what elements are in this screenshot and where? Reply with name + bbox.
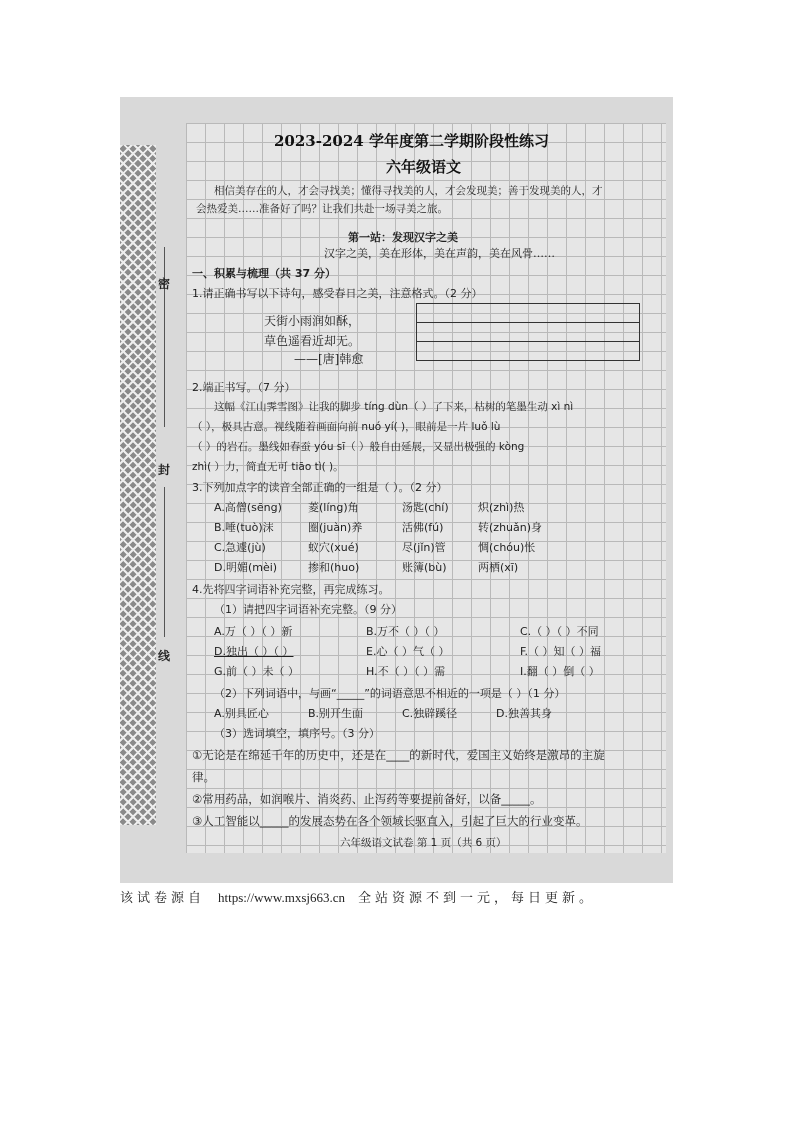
answer-option: 活佛(fú) [402,521,444,534]
idiom-item: E.心（ ）气（ ） [366,645,450,658]
answer-option: 转(zhuǎn)身 [478,521,543,534]
idiom-item: F.（ ）知（ ）福 [520,645,602,658]
fill-sentence: ②常用药品，如润喉片、消炎药、止泻药等要提前备好，以备_____。 [192,792,542,806]
fill-sentence: ①无论是在绵延千年的历史中，还是在____的新时代，爱国主义始终是激昂的主旋 [192,748,605,762]
binding-line [164,487,165,637]
binding-line [164,247,165,427]
idiom-item: A.万（ ）（ ）新 [214,625,293,638]
answer-option: 菱(líng)角 [308,501,359,514]
answer-option: D.明媚(mèi) [214,561,278,574]
answer-option: 账簿(bù) [402,561,447,574]
poem-line: 天街小雨润如酥， [264,314,361,328]
answer-option: 炽(zhì)热 [478,501,525,514]
idiom-item: H.不（ ）（ ）需 [366,665,446,678]
exam-subtitle: 六年级语文 [386,158,462,176]
sub-question: （1）请把四字词语补充完整。（9 分） [214,603,402,616]
pinyin-line: zhì( ）力，简直无可 tiāo tì( )。 [192,461,344,473]
idiom-item: G.前（ ）未（ ） [214,665,300,678]
answer-option: D.独善其身 [496,707,552,720]
fill-sentence: ③人工智能以_____的发展态势在各个领域长驱直入，引起了巨大的行业变革。 [192,814,588,828]
exam-title: 2023-2024 学年度第二学期阶段性练习 [274,132,549,150]
question-prompt: 3.下列加点字的读音全部正确的一组是（ ）。（2 分） [192,481,448,494]
pinyin-line: （ ）的岩石。墨线如春蚕 yóu sī（ ）般自由延展，又显出极强的 kòng [192,441,525,453]
answer-option: B.唾(tuò)沫 [214,521,274,534]
source-link[interactable]: https://www.mxsj663.cn [218,890,346,905]
idiom-item: C.（ ）（ ）不同 [520,625,599,638]
fill-sentence: 律。 [192,770,215,784]
answer-option: 两栖(xī) [478,561,519,574]
seal-label: 线 [158,649,171,663]
answer-option: C.急遽(jù) [214,541,266,554]
writing-box[interactable] [416,303,640,361]
sub-question: （3）选词填空，填序号。（3 分） [214,727,380,740]
exam-sheet [186,123,666,853]
scanned-exam-photo [120,97,673,883]
answer-option: 惆(chóu)怅 [478,541,536,554]
poem-line: 草色遥看近却无。 [264,334,361,348]
source-note-prefix: 该试卷源自 [120,890,206,905]
answer-option: C.独辟蹊径 [402,707,458,720]
answer-option: A.高僧(sēng) [214,501,282,514]
question-prompt: 4.先将四字词语补充完整，再完成练习。 [192,583,390,596]
binding-strip [120,145,156,825]
seal-label: 密 [158,277,171,291]
source-note [120,887,596,906]
intro-text: 会热爱美……准备好了吗？让我们共赴一场寻美之旅。 [196,203,448,215]
sub-question: （2）下列词语中，与画“_____”的词语意思不相近的一项是（ ）（1 分） [214,687,566,700]
station-motto: 汉字之美，美在形体，美在声韵，美在风骨…… [324,247,555,260]
seal-label: 封 [158,463,171,477]
question-prompt: 1.请正确书写以下诗句，感受春日之美，注意格式。（2 分） [192,287,483,300]
answer-option: 尽(jǐn)管 [402,541,446,554]
idiom-item: I.翻（ ）倒（ ） [520,665,600,678]
page-footer: 六年级语文试卷 第 1 页（共 6 页） [340,837,507,849]
section-heading: 一、积累与梳理（共 37 分） [192,267,336,280]
answer-option: A.别具匠心 [214,707,269,720]
pinyin-line: 这幅《江山霁雪图》让我的脚步 tíng dùn（ ）了下来，枯树的笔墨生动 xì nì [214,401,574,413]
source-note-suffix: 全站资源不到一元，每日更新。 [358,890,597,905]
answer-option: 汤匙(chí) [402,501,449,514]
pinyin-line: （ ），极具古意。视线随着画面向前 nuó yí( )，眼前是一片 luǒ lù [192,421,501,433]
answer-option: 圈(juàn)养 [308,521,363,534]
question-prompt: 2.端正书写。（7 分） [192,381,296,394]
idiom-item: B.万不（ ）（ ） [366,625,445,638]
answer-option: 掺和(huo) [308,561,360,574]
station-title: 第一站：发现汉字之美 [348,231,458,244]
poem-author: ——[唐]韩愈 [294,352,364,366]
idiom-item: D.独出（ ）（ ） [214,645,294,658]
intro-text: 相信美存在的人，才会寻找美；懂得寻找美的人，才会发现美；善于发现美的人，才 [214,185,603,197]
answer-option: 蚁穴(xué) [308,541,359,554]
answer-option: B.别开生面 [308,707,364,720]
